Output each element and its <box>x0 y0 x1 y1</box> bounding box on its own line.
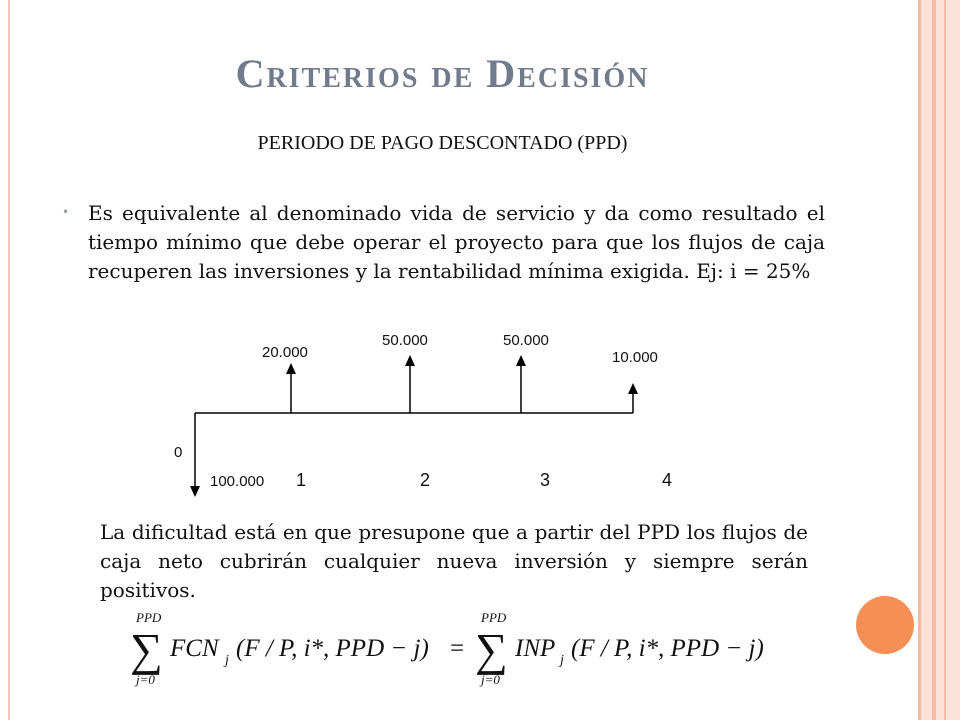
note-paragraph: La dificultad está en que presupone que a partir del PPD los flujos de caja neto cubrirán cualquier nueva inversión y siempre serán positivos. <box>100 520 808 602</box>
lhs-sigma-icon: ∑ <box>130 624 163 675</box>
inflow-arrow-2-head <box>405 355 415 366</box>
lhs-sum-lower: j=0 <box>136 672 155 687</box>
investment-label: 100.000 <box>210 473 265 490</box>
rhs-term: INP <box>515 635 556 662</box>
period-4-label: 4 <box>662 470 673 490</box>
slide-subtitle: PERIODO DE PAGO DESCONTADO (PPD) <box>257 132 628 154</box>
inflow-arrow-3-head <box>516 355 526 366</box>
slide-title: Criterios de Decisión <box>235 51 650 96</box>
lhs-factor: (F / P, i*, PPD − j) <box>236 635 429 662</box>
investment-arrow-head <box>190 486 200 497</box>
rhs-sum-lower: j=0 <box>481 672 500 687</box>
inflow-arrow-4-head <box>628 383 638 394</box>
ppd-formula <box>108 610 808 690</box>
inflow-label-3: 50.000 <box>503 332 549 349</box>
bullet-icon: • <box>62 205 70 219</box>
rhs-sigma-icon: ∑ <box>475 624 508 675</box>
rhs-subscript: j <box>560 653 564 668</box>
lhs-term: FCN <box>170 635 219 662</box>
lhs-subscript: j <box>225 653 229 668</box>
inflow-arrow-1-head <box>286 363 296 374</box>
inflow-label-1: 20.000 <box>262 344 308 361</box>
inflow-label-4: 10.000 <box>612 349 658 366</box>
rhs-factor: (F / P, i*, PPD − j) <box>571 635 764 662</box>
period-3-label: 3 <box>540 470 551 490</box>
inflow-label-2: 50.000 <box>382 332 428 349</box>
period-0-label: 0 <box>174 444 183 461</box>
period-2-label: 2 <box>420 470 431 490</box>
rhs-sum-upper: PPD <box>481 610 507 625</box>
bullet-paragraph: Es equivalente al denominado vida de servicio y da como resultado el tiempo mínimo que debe operar el proyecto para que los flujos de caja recuperen las inversiones y la rentabilidad mínima exigida. Ej: i = 25% <box>88 201 825 283</box>
lhs-sum-upper: PPD <box>136 610 162 625</box>
period-1-label: 1 <box>296 470 307 490</box>
equals-sign: = <box>450 635 465 662</box>
